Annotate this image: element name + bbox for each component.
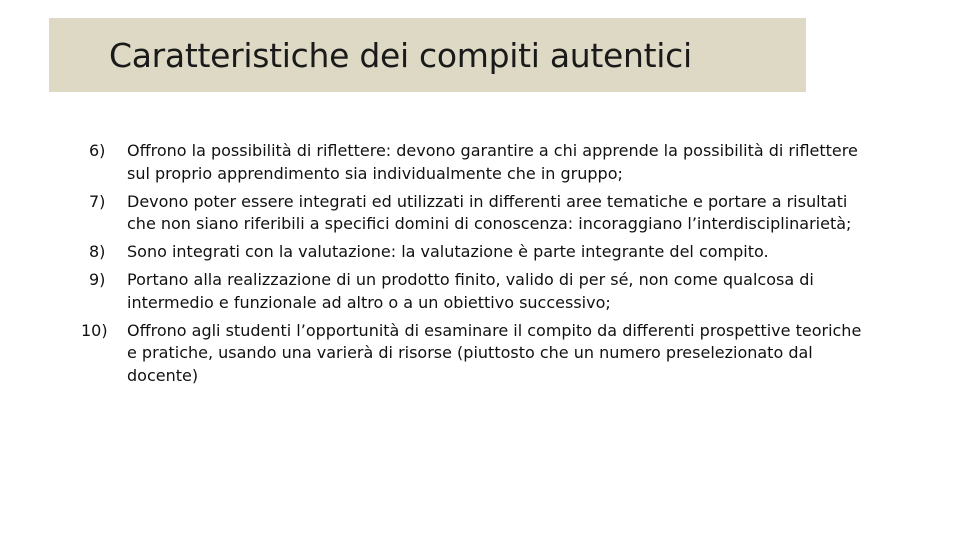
list-item-text: Offrono la possibilità di riflettere: devono garantire a chi apprende la possibilità di riflettere sul proprio apprendimento sia individualmente che in gruppo;: [127, 141, 858, 183]
title-banner: [49, 18, 806, 92]
list-item-number: 8): [89, 242, 106, 261]
list-item: [85, 191, 875, 236]
list-item: [85, 269, 875, 314]
list-item: [85, 241, 875, 264]
list-item: [81, 320, 875, 388]
list-item-text: Offrono agli studenti l’opportunità di esaminare il compito da differenti prospettive teoriche e pratiche, usando una varierà di risorse (piuttosto che un numero preselezionato dal docente): [127, 320, 862, 385]
list-item-number: 6): [89, 141, 106, 160]
characteristics-list: [81, 140, 875, 393]
list-item-text: Devono poter essere integrati ed utilizzati in differenti aree tematiche e portare a risultati che non siano riferibili a specifici domini di conoscenza: incoraggiano l’interdisciplinarietà;: [127, 191, 852, 233]
list-item-number: 9): [89, 270, 106, 289]
list-item-number: 10): [81, 320, 108, 340]
slide-title: Caratteristiche dei compiti autentici: [109, 35, 692, 75]
list-item-number: 7): [89, 191, 106, 211]
list-item: [85, 140, 875, 185]
list-item-text: Portano alla realizzazione di un prodotto finito, valido di per sé, non come qualcosa di intermedio e funzionale ad altro o a un obiettivo successivo;: [127, 270, 814, 312]
list-item-text: Sono integrati con la valutazione: la valutazione è parte integrante del compito.: [127, 242, 769, 261]
